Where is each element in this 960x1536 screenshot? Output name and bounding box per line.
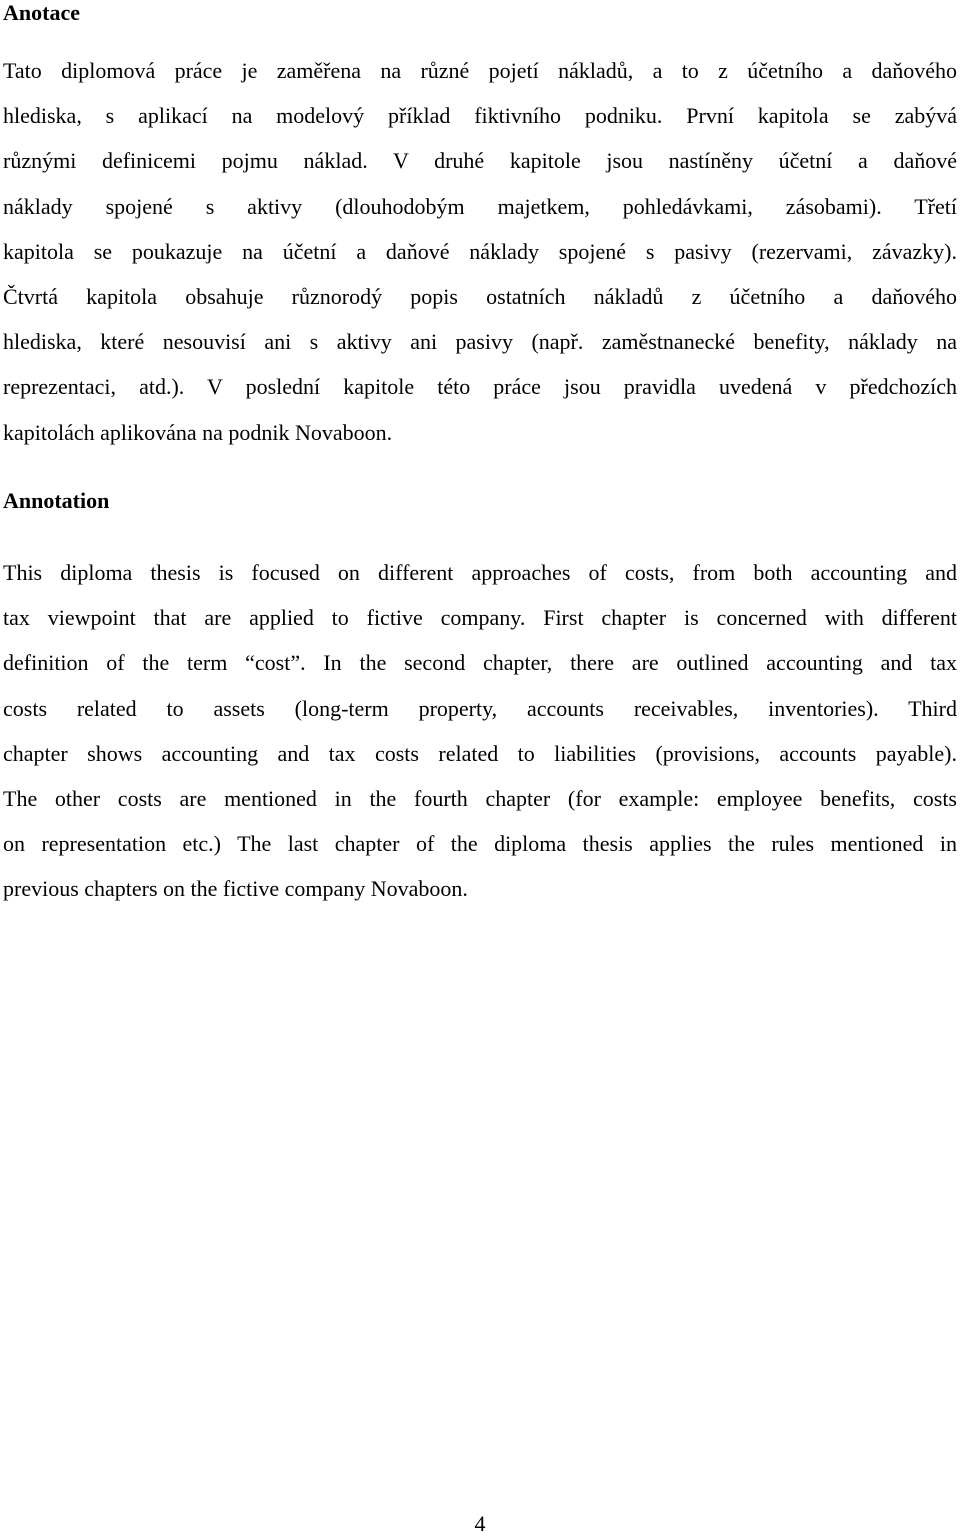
czech-abstract-line: kapitolách aplikována na podnik Novaboon. bbox=[3, 419, 393, 445]
czech-abstract-line: hlediska, s aplikací na modelový příklad fiktivního podniku. První kapitola se zabývá bbox=[3, 103, 957, 129]
czech-abstract-line: Tato diplomová práce je zaměřena na různé pojetí nákladů, a to z účetního a daňového bbox=[3, 58, 957, 83]
english-abstract-line: definition of the term “cost”. In the second chapter, there are outlined accounting and tax bbox=[3, 650, 957, 676]
czech-abstract-line: Čtvrtá kapitola obsahuje různorodý popis ostatních nákladů z účetního a daňového bbox=[3, 284, 957, 310]
english-abstract-line: This diploma thesis is focused on different approaches of costs, from both accounting and bbox=[3, 560, 957, 585]
page-number: 4 bbox=[474, 1511, 486, 1536]
english-abstract-line: previous chapters on the fictive company Novaboon. bbox=[3, 876, 468, 902]
english-abstract-line: tax viewpoint that are applied to fictive company. First chapter is concerned with different bbox=[3, 605, 957, 631]
czech-abstract-line: kapitola se poukazuje na účetní a daňové náklady spojené s pasivy (rezervami, závazky). bbox=[3, 238, 957, 264]
english-abstract-line: costs related to assets (long-term property, accounts receivables, inventories). Third bbox=[3, 695, 957, 721]
czech-abstract-line: různými definicemi pojmu náklad. V druhé kapitole jsou nastíněny účetní a daňové bbox=[3, 148, 957, 174]
czech-abstract-line: reprezentaci, atd.). V poslední kapitole této práce jsou pravidla uvedená v předchozích bbox=[3, 374, 957, 400]
english-abstract-line: The other costs are mentioned in the fourth chapter (for example: employee benefits, costs bbox=[3, 786, 957, 812]
czech-abstract-line: hlediska, které nesouvisí ani s aktivy ani pasivy (např. zaměstnanecké benefity, náklady na bbox=[3, 329, 957, 355]
heading-anotace: Anotace bbox=[3, 0, 80, 25]
english-abstract-line: chapter shows accounting and tax costs related to liabilities (provisions, accounts payable). bbox=[3, 740, 957, 766]
english-abstract bbox=[3, 550, 957, 912]
czech-abstract bbox=[3, 48, 957, 455]
czech-abstract-line: náklady spojené s aktivy (dlouhodobým majetkem, pohledávkami, zásobami). Třetí bbox=[3, 193, 957, 219]
heading-annotation: Annotation bbox=[3, 488, 110, 513]
english-abstract-line: on representation etc.) The last chapter of the diploma thesis applies the rules mentioned in bbox=[3, 831, 957, 857]
